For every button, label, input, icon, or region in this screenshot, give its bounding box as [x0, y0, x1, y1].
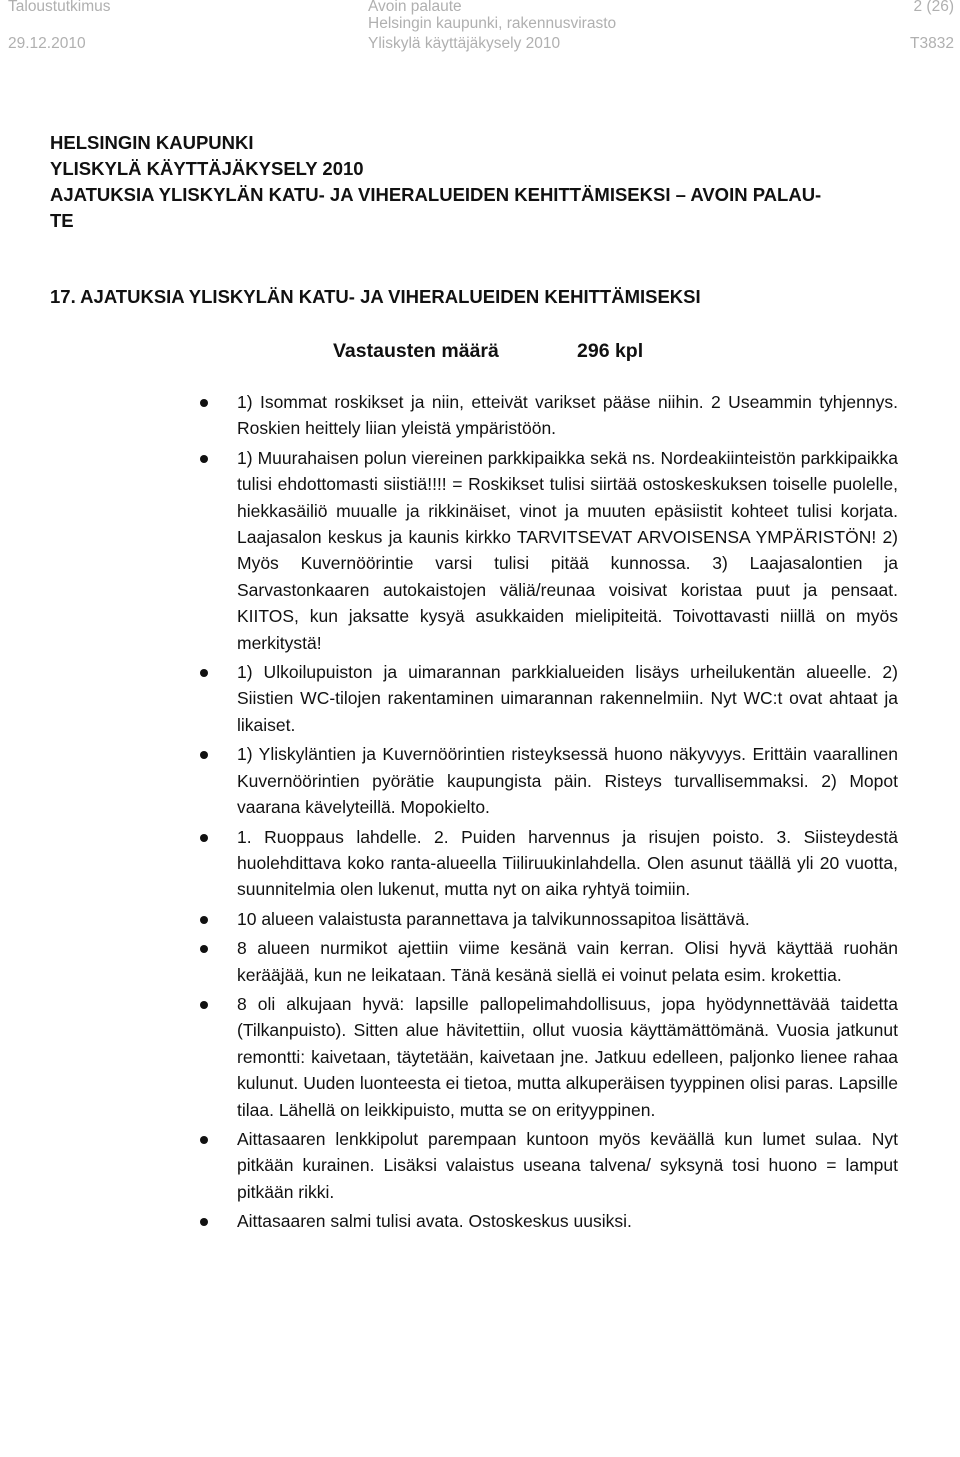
- list-item: [0, 1208, 960, 1234]
- bullet-icon: [200, 751, 208, 759]
- bullet-icon: [200, 1001, 208, 1009]
- bullet-icon: [200, 834, 208, 842]
- list-item: [0, 1126, 960, 1205]
- bullet-icon: [200, 399, 208, 407]
- answer-list: [0, 389, 960, 1238]
- title-line: AJATUKSIA YLISKYLÄN KATU- JA VIHERALUEIDEN KEHITTÄMISEKSI – AVOIN PALAU-: [50, 184, 822, 205]
- header-company: Taloustutkimus: [8, 0, 111, 15]
- response-count-label: Vastausten määrä: [333, 340, 499, 362]
- list-item: [0, 906, 960, 932]
- list-item: [0, 935, 960, 988]
- bullet-icon: [200, 916, 208, 924]
- header-date: 29.12.2010: [8, 35, 86, 52]
- section-heading: 17. AJATUKSIA YLISKYLÄN KATU- JA VIHERALUEIDEN KEHITTÄMISEKSI: [50, 286, 701, 307]
- list-item: [0, 445, 960, 656]
- answer-text: 8 alueen nurmikot ajettiin viime kesänä vain kerran. Olisi hyvä käyttää ruohän kerääjää, kun ne leikataan. Tänä kesänä siellä ei voinut pelata esim. krokettia.: [237, 938, 898, 985]
- list-item: [0, 741, 960, 820]
- header-project-code: T3832: [910, 35, 954, 52]
- answer-text: 1. Ruoppaus lahdelle. 2. Puiden harvennus ja risujen poisto. 3. Siisteydestä huolehdittava koko ranta-alueella Tiiliruukinlahdella. Olen asunut täällä yli 20 vuotta, suunnitelmia olen lukenut, mutta nyt on aika ryhtyä toimiin.: [237, 826, 898, 900]
- list-item: [0, 991, 960, 1123]
- response-count-value: 296 kpl: [577, 340, 644, 362]
- list-item: [0, 389, 960, 442]
- bullet-icon: [200, 1218, 208, 1226]
- answer-text: Aittasaaren lenkkipolut parempaan kuntoon myös keväällä kun lumet sulaa. Nyt pitkään kurainen. Lisäksi valaistus useana talvena/ syksynä tosi huono = lamput pitkään rikki.: [237, 1128, 898, 1202]
- answer-text: 1) Isommat roskikset ja niin, etteivät varikset pääse niihin. 2 Useammin tyhjennys. Roskien heittely liian yleistä ympäristöön.: [237, 392, 898, 439]
- page-header-bottom: [0, 35, 960, 59]
- header-client: Helsingin kaupunki, rakennusvirasto: [368, 15, 617, 32]
- answer-text: 1) Yliskyläntien ja Kuvernöörintien risteyksessä huono näkyvyys. Erittäin vaarallinen Kuvernöörintien pyörätie kaupungista päin. Risteys turvallisemmaksi. 2) Mopot vaarana kävelyteillä. Mopokielto.: [237, 744, 898, 818]
- answer-text: 1) Muurahaisen polun viereinen parkkipaikka sekä ns. Nordeakiinteistön parkkipaikka tulisi ehdottomasti siistiä!!!! = Roskikset tulisi siirtää ostoskeskuksen toiselle puolelle, hiekkasäiliö muualle ja rikkinäiset, vinot ja muuten epäsiistit kohteet tulisi korjata. Laajasalon keskus ja kaunis kirkko TARVITSEVAT ARVOISENSA YMPÄRISTÖN! 2) Myös Kuvernöörintie varsi tulisi pitää kunnossa. 3) Laajasalontien ja Sarvastonkaaren autokaistojen väliä/reunaa voisivat koristaa puut ja pensaat. KIITOS, kun jaksatte kysyä asukkaiden mielipiteitä. Toivottavasti niillä on myös merkitystä!: [237, 447, 898, 653]
- bullet-icon: [200, 1136, 208, 1144]
- header-report-type: Avoin palaute: [368, 0, 462, 15]
- header-survey-name: Yliskylä käyttäjäkysely 2010: [368, 35, 561, 52]
- title-line: TE: [50, 210, 74, 231]
- bullet-icon: [200, 455, 208, 463]
- title-line: HELSINGIN KAUPUNKI: [50, 132, 254, 153]
- header-page-number: 2 (26): [913, 0, 954, 15]
- answer-text: 10 alueen valaistusta parannettava ja talvikunnossapitoa lisättävä.: [237, 908, 750, 929]
- title-line: YLISKYLÄ KÄYTTÄJÄKYSELY 2010: [50, 158, 364, 179]
- answer-text: 1) Ulkoilupuiston ja uimarannan parkkialueiden lisäys urheilukentän alueelle. 2) Siistien WC-tilojen rakentaminen uimarannan rakennelmiin. Nyt WC:t ovat ahtaat ja likaiset.: [237, 662, 898, 735]
- bullet-icon: [200, 669, 208, 677]
- list-item: [0, 824, 960, 903]
- answer-text: Aittasaaren salmi tulisi avata. Ostoskeskus uusiksi.: [237, 1211, 632, 1232]
- bullet-icon: [200, 945, 208, 953]
- document-title: [50, 130, 930, 234]
- answer-text: 8 oli alkujaan hyvä: lapsille pallopelimahdollisuus, jopa hyödynnettävää taidetta (Tilkanpuisto). Sitten alue hävitettiin, ollut vuosia käyttämättömänä. Vuosia jatkunut remontti: kaivetaan, täytetään, kaivetaan jne. Jatkuu edelleen, paljonko lienee rahaa kulunut. Uuden luonteesta ei tietoa, mutta alkuperäisen tyyppinen olisi paras. Lapsille tilaa. Lähellä on leikkipuisto, mutta se on erityyppinen.: [237, 993, 898, 1120]
- list-item: [0, 659, 960, 738]
